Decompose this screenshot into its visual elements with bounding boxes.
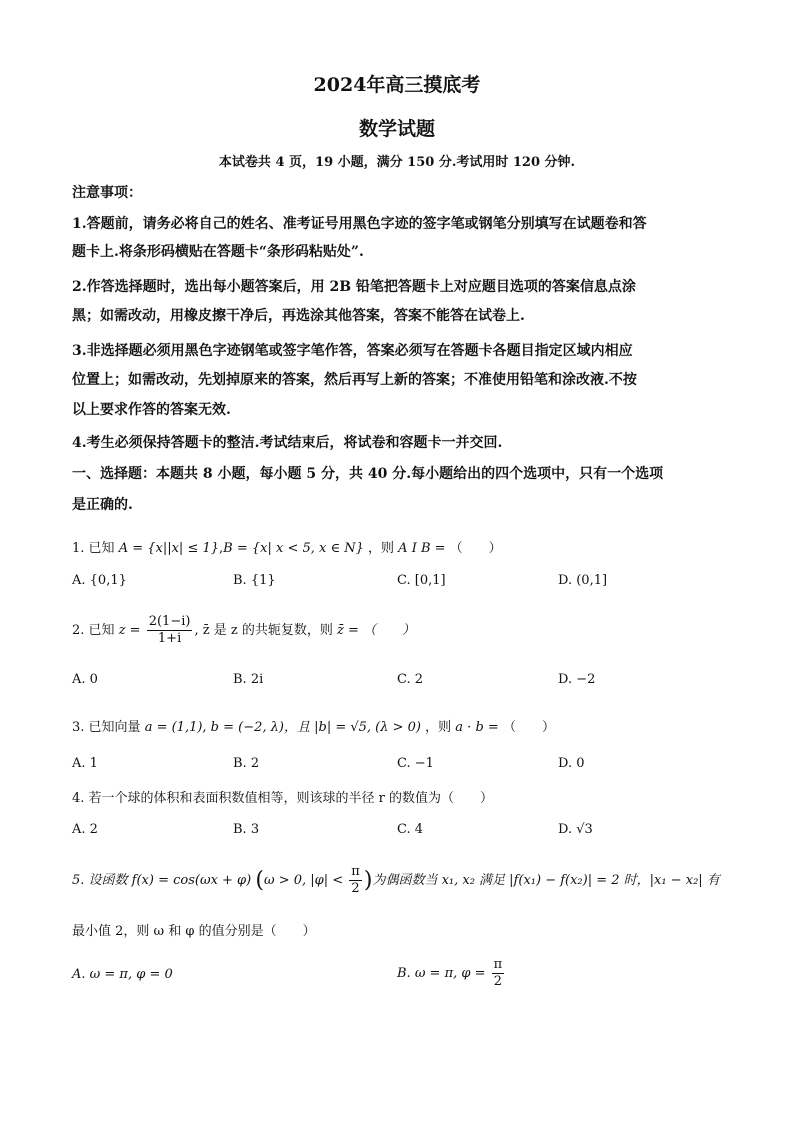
question-5-condition: ω > 0, |φ| < — [263, 873, 344, 888]
question-3-vector-b: , b = (−2, λ) — [202, 720, 284, 735]
question-2-numerator: 2(1−i) — [148, 614, 191, 629]
question-1-option-d: D. (0,1] — [558, 573, 608, 588]
question-3-option-a: A. 1 — [72, 756, 98, 771]
question-1-expr: A I B — [398, 541, 431, 556]
question-2-prefix: 2. 已知 — [72, 623, 115, 638]
question-1 — [72, 537, 502, 556]
question-1-set-b: B = {x| x < 5, x ∈ N} — [223, 541, 364, 556]
question-3 — [72, 716, 555, 735]
question-1-set-a: A = {x||x| ≤ 1} — [118, 541, 220, 556]
note-4-line-1: 4.考生必须保持答题卡的整洁.考试结束后，将试卷和容题卡一并交回. — [72, 435, 503, 451]
question-4-option-a: A. 2 — [72, 822, 98, 837]
question-2-option-b: B. 2i — [233, 672, 264, 687]
question-4: 4. 若一个球的体积和表面积数值相等，则该球的半径 r 的数值为（ ） — [72, 791, 494, 806]
question-5-pi: π — [351, 864, 360, 879]
question-1-prefix: 1. 已知 — [72, 541, 115, 556]
question-2-mid: , z̄ 是 z 的共轭复数，则 — [194, 623, 333, 638]
exam-subject: 数学试题 — [358, 118, 435, 140]
question-1-option-c: C. [0,1] — [397, 573, 446, 588]
section-1-heading-line-1: 一、选择题：本题共 8 小题，每小题 5 分，共 40 分.每小题给出的四个选项中，只有一个选项 — [72, 466, 664, 482]
question-3-dot: a · b — [455, 720, 484, 735]
question-2-option-a: A. 0 — [72, 672, 98, 687]
note-2-line-2: 黑；如需改动，用橡皮擦干净后，再选涂其他答案，答案不能答在试卷上. — [72, 308, 525, 324]
question-5-line-2: 最小值 2，则 ω 和 φ 的值分别是（ ） — [72, 924, 316, 939]
question-2-option-d: D. −2 — [558, 672, 596, 687]
question-5-left-paren: ( — [255, 868, 264, 893]
question-5-option-b-pi: π — [493, 957, 503, 972]
question-5-right-paren: ) — [363, 868, 373, 893]
question-5-function: 5. 设函数 f(x) = cos(ωx + φ) — [72, 873, 252, 888]
question-1-sep: , — [219, 541, 224, 556]
question-5-pi-over-two — [349, 864, 362, 897]
question-2 — [72, 614, 415, 647]
question-5-option-b-fraction — [492, 957, 505, 990]
section-1-heading-line-2: 是正确的. — [72, 497, 133, 513]
question-5-option-b-text: B. ω = π, φ = — [397, 966, 486, 981]
note-3-line-1: 3.非选择题必须用黑色字迹钢笔或签字笔作答，答案必须写在答题卡各题目指定区域内相应 — [72, 343, 633, 359]
question-2-fraction — [147, 614, 193, 647]
question-3-vector-a: a = (1,1) — [144, 720, 203, 735]
notes-heading: 注意事项： — [72, 185, 142, 201]
question-4-option-b: B. 3 — [233, 822, 260, 837]
question-1-then: ，则 — [368, 541, 395, 556]
question-2-option-c: C. 2 — [397, 672, 424, 687]
exam-title: 2024年高三摸底考 — [313, 74, 481, 96]
question-1-option-a: A. {0,1} — [72, 573, 127, 588]
question-2-denominator: 1+i — [157, 631, 182, 646]
question-3-option-c: C. −1 — [397, 756, 434, 771]
note-1-line-1: 1.答题前，请务必将自己的姓名、准考证号用黑色字迹的签字笔或钢笔分别填写在试题卷和答 — [72, 216, 647, 232]
question-5-option-a: A. ω = π, φ = 0 — [72, 967, 173, 982]
question-3-prefix: 3. 已知向量 — [72, 720, 141, 735]
question-5-rest: 为偶函数当 x₁, x₂ 满足 |f(x₁) − f(x₂)| = 2 时，|x₁ − x₂| 有 — [372, 873, 720, 888]
question-2-tail: z̄ = （ ） — [336, 623, 415, 638]
question-5-line-1 — [72, 864, 720, 897]
question-2-lhs: z = — [118, 623, 141, 638]
question-3-tail: = （ ） — [487, 720, 555, 735]
question-4-option-d: D. √3 — [558, 822, 593, 837]
question-4-option-c: C. 4 — [397, 822, 424, 837]
note-3-line-3: 以上要求作答的答案无效. — [72, 402, 231, 418]
question-3-option-d: D. 0 — [558, 756, 585, 771]
question-3-option-b: B. 2 — [233, 756, 260, 771]
note-2-line-1: 2.作答选择题时，选出每小题答案后，用 2B 铅笔把答题卡上对应题目选项的答案信息点涂 — [72, 279, 636, 295]
question-1-option-b: B. {1} — [233, 573, 276, 588]
question-3-condition: ，且 |b| = √5, (λ > 0) — [283, 720, 421, 735]
note-3-line-2: 位置上；如需改动，先划掉原来的答案，然后再写上新的答案；不准使用铅笔和涂改液.不按 — [72, 372, 637, 388]
question-5-two: 2 — [351, 881, 360, 896]
question-5-option-b-two: 2 — [493, 974, 503, 989]
question-5-option-b — [397, 957, 506, 990]
exam-info: 本试卷共 4 页，19 小题，满分 150 分.考试用时 120 分钟. — [218, 155, 576, 170]
question-3-then: ，则 — [425, 720, 452, 735]
question-1-tail: = （ ） — [434, 541, 502, 556]
note-1-line-2: 题卡上.将条形码横贴在答题卡“条形码粘贴处”. — [72, 244, 364, 260]
